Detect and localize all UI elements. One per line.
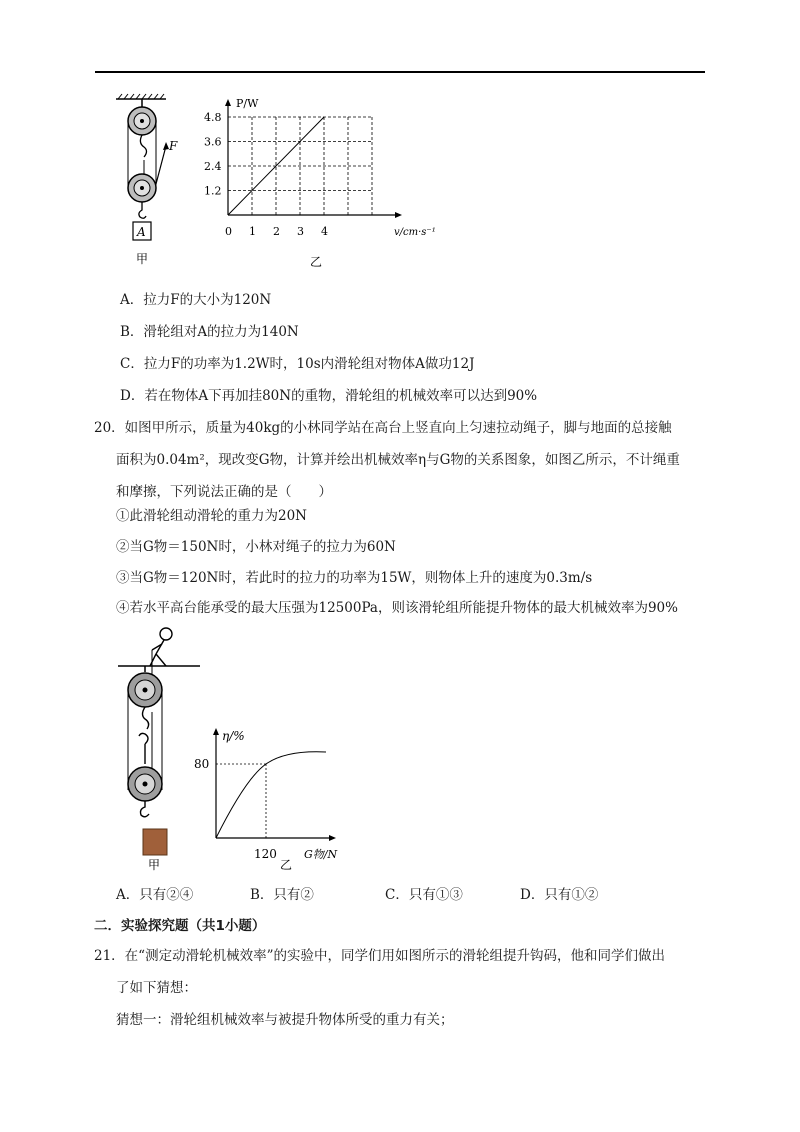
y-axis-arrow xyxy=(225,99,231,106)
q21-stem-line-1: 21．在“测定动滑轮机械效率”的实验中，同学们用如图所示的滑轮组提升钩码，他和同学们做出 xyxy=(94,948,665,964)
q20-option-c: C．只有①③ xyxy=(385,887,463,903)
q20-option-b: B．只有② xyxy=(250,887,314,903)
q20-stem-line-2: 面积为0.04m²，现改变G物，计算并绘出机械效率η与G物的关系图象，如图乙所示，不计绳重 xyxy=(116,452,680,468)
y-axis-label: η/% xyxy=(222,729,245,743)
y-axis-arrow xyxy=(213,728,219,735)
q20-stem-line-3: 和摩擦，下列说法正确的是（ ） xyxy=(116,484,332,500)
caption-right: 乙 xyxy=(310,255,323,269)
q21-stem-line-2: 了如下猜想： xyxy=(116,980,197,996)
q20-option-d: D．只有①② xyxy=(520,887,599,903)
figure-1 xyxy=(100,88,436,273)
ceiling-hatch xyxy=(116,94,166,99)
x-axis-arrow xyxy=(329,835,336,841)
q20-item-1: ①此滑轮组动滑轮的重力为20N xyxy=(116,508,307,524)
force-label: F xyxy=(169,139,178,153)
header-rule xyxy=(95,71,705,73)
y-axis-label: P/W xyxy=(236,97,259,110)
q21-stem-line-3: 猜想一：滑轮组机械效率与被提升物体所受的重力有关； xyxy=(116,1012,454,1028)
section-heading: 二．实验探究题（共1小题） xyxy=(94,918,266,934)
q20-stem-line-1: 20．如图甲所示，质量为40kg的小林同学站在高台上竖直向上匀速拉动绳子，脚与地面的总接触 xyxy=(94,420,672,436)
caption-right-2: 乙 xyxy=(280,858,293,872)
x-axis-arrow xyxy=(395,212,402,218)
x-tick-label: 3 xyxy=(297,225,304,238)
q20-item-2: ②当G物＝150N时，小林对绳子的拉力为60N xyxy=(116,539,396,555)
q20-option-a: A．只有②④ xyxy=(116,887,194,903)
q20-item-3: ③当G物＝120N时，若此时的拉力的功率为15W，则物体上升的速度为0.3m/s xyxy=(116,570,593,586)
y-tick-label: 3.6 xyxy=(204,135,222,149)
power-velocity-chart xyxy=(204,97,436,238)
x-tick-label: 4 xyxy=(321,225,328,238)
weight-box xyxy=(143,829,167,855)
x-tick-label: 2 xyxy=(273,225,280,238)
q20-item-4: ④若水平高台能承受的最大压强为12500Pa，则该滑轮组所能提升物体的最大机械效率为90% xyxy=(116,600,678,616)
y-tick-label: 2.4 xyxy=(204,160,222,173)
efficiency-chart xyxy=(194,728,337,861)
efficiency-curve xyxy=(216,752,326,838)
q19-option-c: C．拉力F的功率为1.2W时，10s内滑轮组对物体A做功12J xyxy=(120,356,475,372)
caption-left-2: 甲 xyxy=(148,858,161,872)
figure-2 xyxy=(110,622,380,874)
x-tick-label: 1 xyxy=(249,225,256,238)
x-marker-label: 120 xyxy=(254,847,277,861)
q19-option-b: B．滑轮组对A的拉力为140N xyxy=(120,324,299,340)
caption-left: 甲 xyxy=(136,252,149,266)
y-marker-label: 80 xyxy=(194,757,210,771)
y-tick-label: 1.2 xyxy=(204,184,222,198)
q19-option-a: A．拉力F的大小为120N xyxy=(120,292,272,308)
q19-option-d: D．若在物体A下再加挂80N的重物，滑轮组的机械效率可以达到90% xyxy=(120,388,538,404)
weight-label: A xyxy=(137,225,146,239)
person-figure xyxy=(150,628,172,666)
x-tick-label: 0 xyxy=(225,225,232,238)
y-tick-label: 4.8 xyxy=(204,111,222,124)
x-axis-label: G物/N xyxy=(304,848,338,861)
x-axis-label: v/cm·s⁻¹ xyxy=(394,227,436,238)
